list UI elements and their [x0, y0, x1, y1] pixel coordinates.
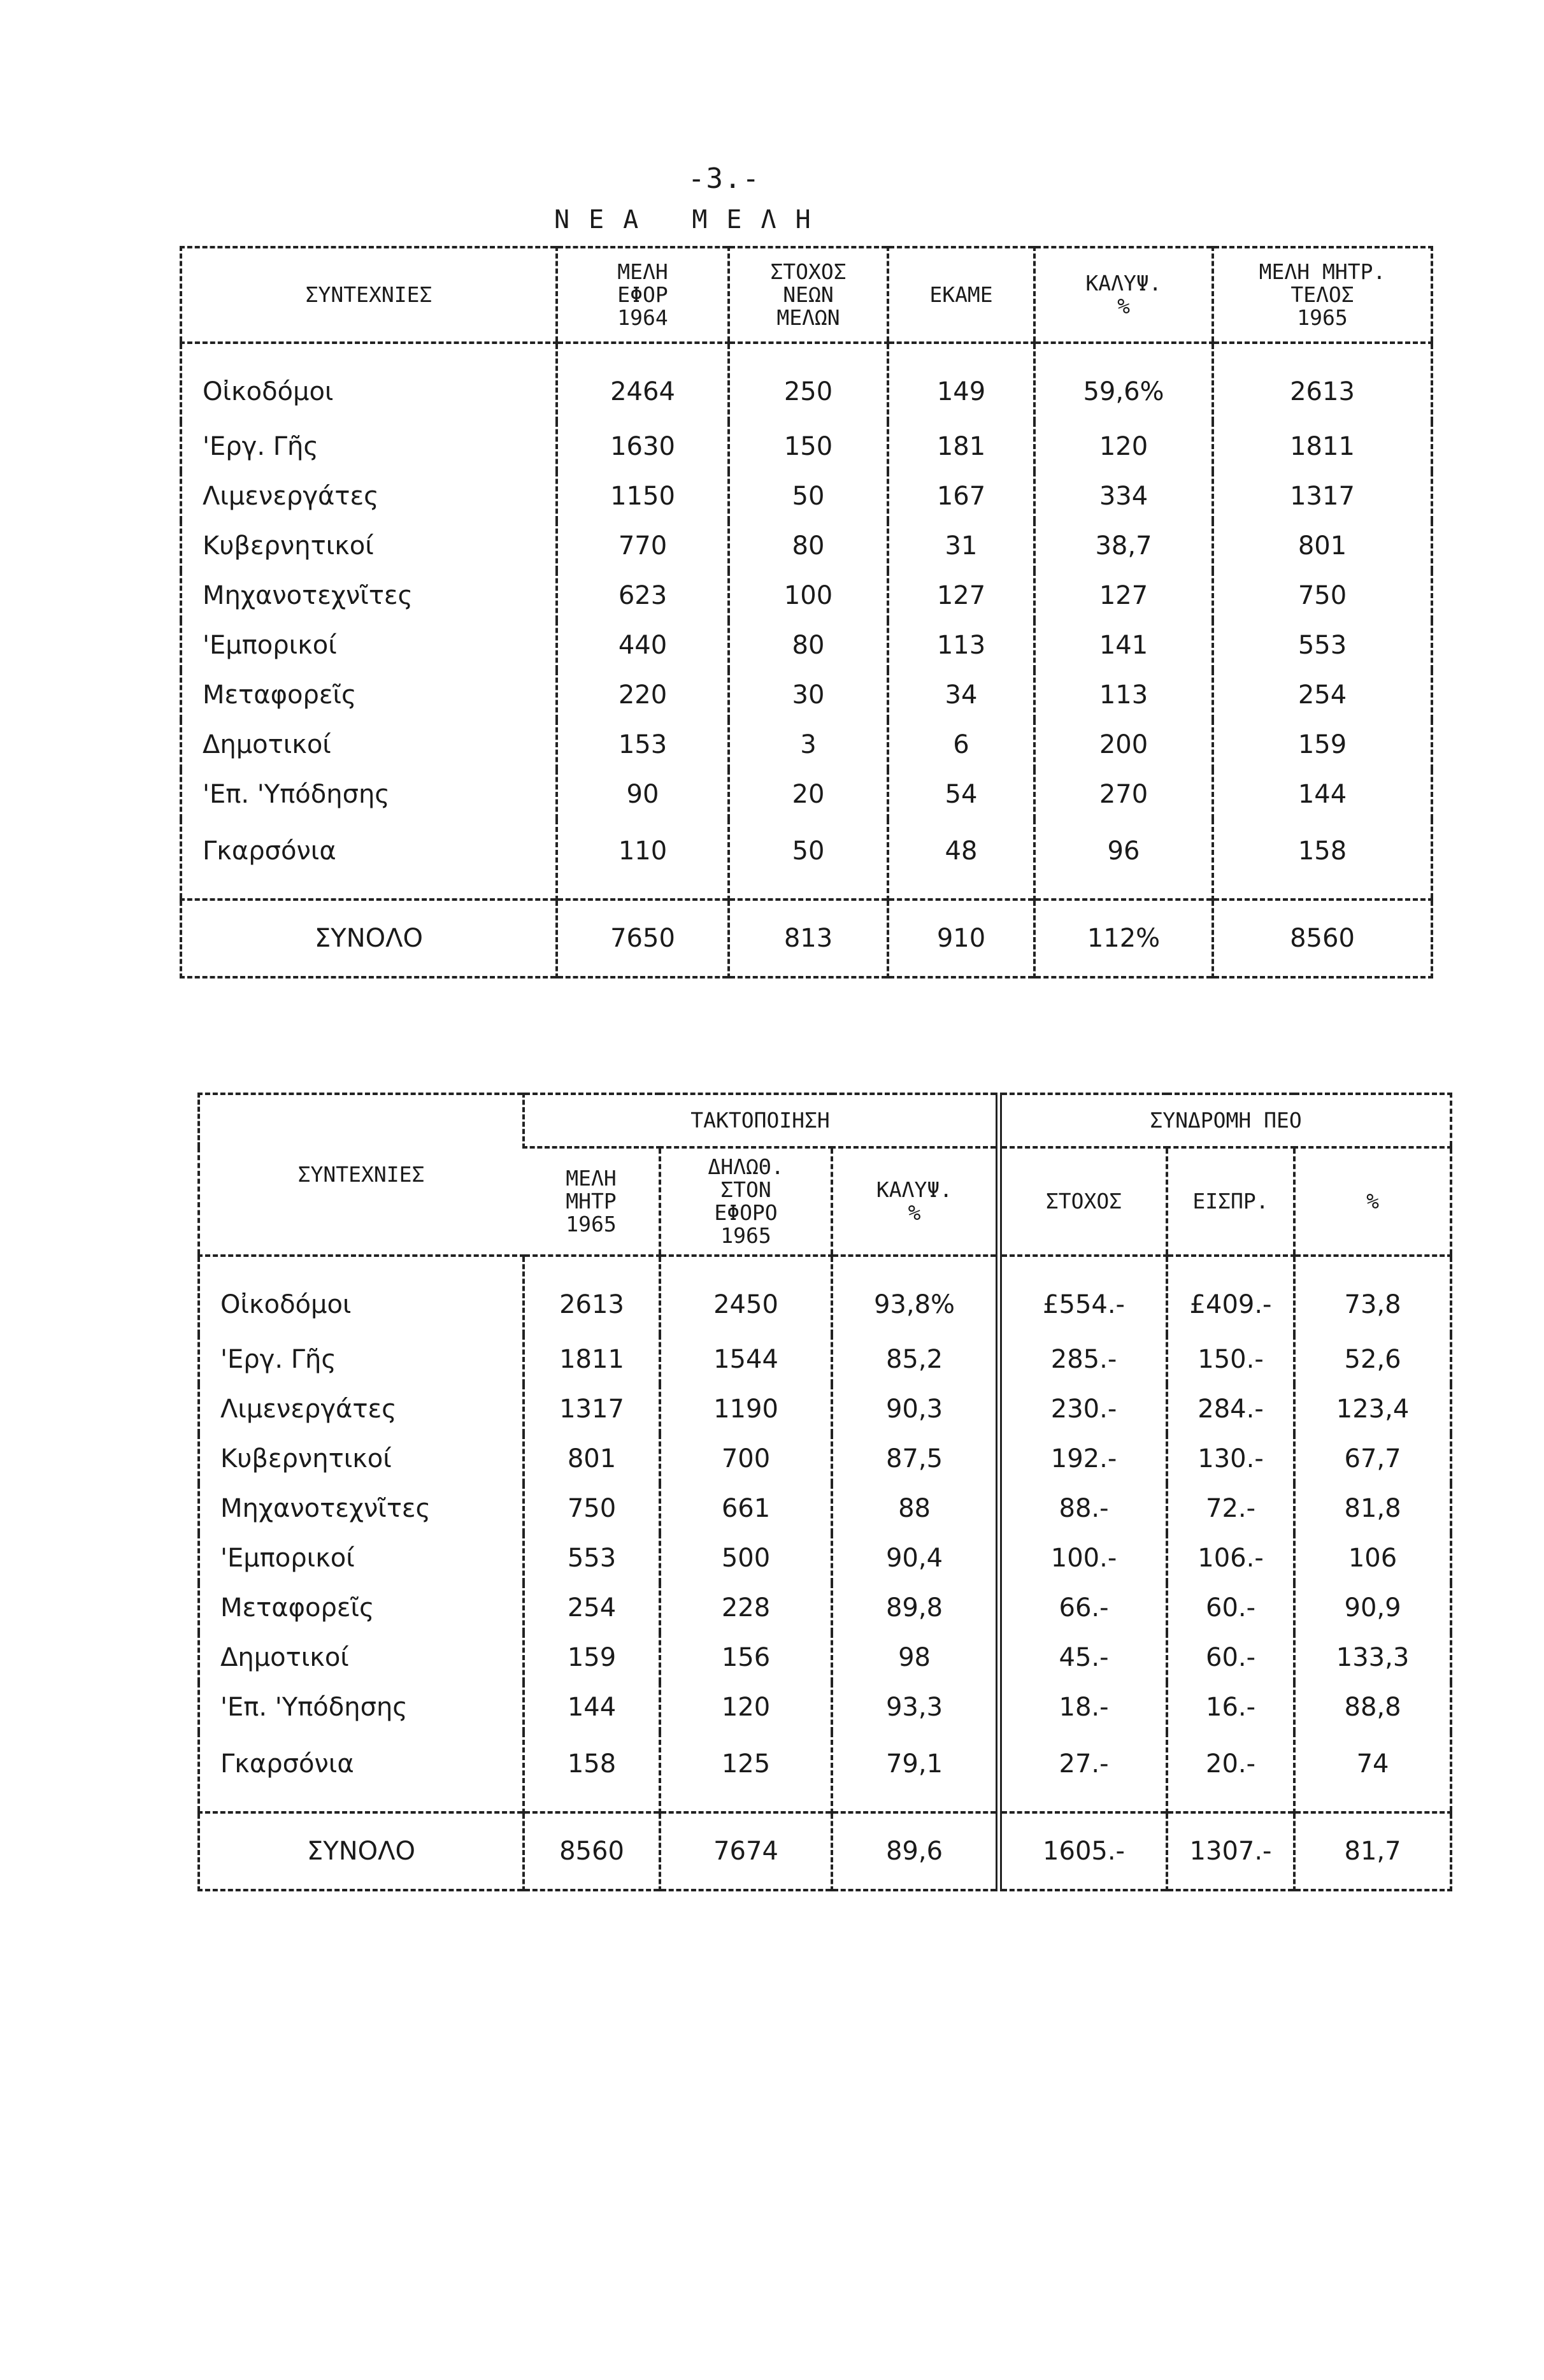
table-cell: Οἰκοδόμοι [220, 1290, 352, 1319]
table-cell: Μεταφορεῖς [220, 1593, 375, 1623]
table-cell: 112% [1034, 900, 1213, 977]
table-cell: 553 [1213, 620, 1432, 670]
table-cell: 80 [729, 521, 888, 571]
table-cell: 'Εμπορικοί [203, 631, 337, 660]
table-cell: 144 [524, 1682, 660, 1732]
column-header: ΕΚΑΜΕ [888, 247, 1034, 343]
group-header: ΤΑΚΤΟΠΟΙΗΣΗ [524, 1094, 999, 1147]
table-cell: 1605.- [999, 1812, 1167, 1890]
table-cell: Οἰκοδόμοι [203, 377, 334, 406]
table-cell: 54 [888, 770, 1034, 819]
column-header: ΣΤΟΧΟΣ ΝΕΩΝ ΜΕΛΩΝ [729, 247, 888, 343]
table-cell: 250 [729, 343, 888, 422]
table-cell: 110 [557, 819, 729, 900]
table-cell: 100 [729, 571, 888, 620]
table-cell: 2464 [557, 343, 729, 422]
table-cell: 90,3 [832, 1384, 999, 1434]
table-cell: 553 [524, 1533, 660, 1583]
table-cell: 50 [729, 819, 888, 900]
table-cell: 1307.- [1167, 1812, 1294, 1890]
table-cell: 100.- [999, 1533, 1167, 1583]
table-row [181, 670, 1432, 720]
table-cell: 270 [1034, 770, 1213, 819]
table-cell: 700 [660, 1434, 832, 1484]
table-cell: 141 [1034, 620, 1213, 670]
table-cell: 158 [1213, 819, 1432, 900]
table-row [181, 620, 1432, 670]
table-cell: 623 [557, 571, 729, 620]
table-cell: 89,8 [832, 1583, 999, 1633]
table-cell: 127 [888, 571, 1034, 620]
table-cell: 'Εμπορικοί [220, 1544, 355, 1573]
table-cell: 'Επ. 'Υπόδησης [203, 780, 390, 809]
column-header: ΣΥΝΤΕΧΝΙΕΣ [181, 247, 557, 343]
table-cell: 127 [1034, 571, 1213, 620]
table-cell: 93,8% [832, 1256, 999, 1335]
table-row [199, 1583, 1451, 1633]
table-cell: 8560 [524, 1812, 660, 1890]
table-cell: 158 [524, 1732, 660, 1812]
table-cell: 60.- [1167, 1583, 1294, 1633]
table-cell: 1811 [524, 1335, 660, 1384]
table-header-row [181, 247, 1432, 343]
table-cell: 125 [660, 1732, 832, 1812]
table-cell: 38,7 [1034, 521, 1213, 571]
section-title: ΝΕΑ ΜΕΛΗ [554, 205, 830, 234]
table-row [181, 571, 1432, 620]
table-cell: 66.- [999, 1583, 1167, 1633]
table-cell: Δημοτικοί [203, 730, 331, 759]
table-cell: 254 [1213, 670, 1432, 720]
table-cell: 90 [557, 770, 729, 819]
table-cell: 120 [660, 1682, 832, 1732]
table-cell: 144 [1213, 770, 1432, 819]
table-cell: 285.- [999, 1335, 1167, 1384]
table-row [181, 343, 1432, 422]
column-header: ΔΗΛΩΘ. ΣΤΟΝ ΕΦΟΡΟ 1965 [660, 1147, 832, 1256]
table-cell: 801 [524, 1434, 660, 1484]
table-cell: 500 [660, 1533, 832, 1583]
table-cell: 81,8 [1294, 1484, 1451, 1533]
table-cell: 1544 [660, 1335, 832, 1384]
table-cell: 60.- [1167, 1633, 1294, 1682]
table-cell: 3 [729, 720, 888, 770]
table-cell: Κυβερνητικοί [220, 1444, 392, 1473]
table-cell: 106.- [1167, 1533, 1294, 1583]
column-header: ΜΕΛΗ ΜΗΤΡ 1965 [524, 1147, 660, 1256]
table-row [199, 1732, 1451, 1812]
table-cell: 'Επ. 'Υπόδησης [220, 1693, 408, 1722]
table-row [181, 720, 1432, 770]
table-cell: ΣΥΝΟΛΟ [199, 1812, 524, 1890]
table-cell: 7650 [557, 900, 729, 977]
table-cell: 18.- [999, 1682, 1167, 1732]
table-cell: £554.- [999, 1256, 1167, 1335]
table-cell: 31 [888, 521, 1034, 571]
table-cell: 59,6% [1034, 343, 1213, 422]
table-cell: Μηχανοτεχνῖτες [203, 581, 413, 610]
table-cell: 88.- [999, 1484, 1167, 1533]
table-cell: 20 [729, 770, 888, 819]
table-cell: 7674 [660, 1812, 832, 1890]
table-cell: 90,4 [832, 1533, 999, 1583]
table-cell: 1630 [557, 422, 729, 471]
table-cell: 'Εργ. Γῆς [203, 432, 318, 461]
table-cell: 34 [888, 670, 1034, 720]
table-cell: 88 [832, 1484, 999, 1533]
table-cell: 96 [1034, 819, 1213, 900]
table-cell: 1150 [557, 471, 729, 521]
total-row [181, 900, 1432, 977]
table-cell: 2613 [524, 1256, 660, 1335]
table-cell: Γκαρσόνια [203, 836, 336, 866]
table-row [181, 471, 1432, 521]
table-cell: 120 [1034, 422, 1213, 471]
table-row [199, 1533, 1451, 1583]
table-row [199, 1384, 1451, 1434]
table-cell: Μηχανοτεχνῖτες [220, 1494, 431, 1523]
table-cell: 48 [888, 819, 1034, 900]
table-cell: 80 [729, 620, 888, 670]
table-cell: 52,6 [1294, 1335, 1451, 1384]
table-cell: £409.- [1167, 1256, 1294, 1335]
table-row [181, 521, 1432, 571]
table-cell: 30 [729, 670, 888, 720]
table-cell: 801 [1213, 521, 1432, 571]
table-cell: 89,6 [832, 1812, 999, 1890]
table-cell: 85,2 [832, 1335, 999, 1384]
table-cell: 150.- [1167, 1335, 1294, 1384]
table-cell: 123,4 [1294, 1384, 1451, 1434]
table-cell: 72.- [1167, 1484, 1294, 1533]
table-cell: 6 [888, 720, 1034, 770]
table-cell: 1811 [1213, 422, 1432, 471]
group-header: ΣΥΝΔΡΟΜΗ ΠΕΟ [999, 1094, 1451, 1147]
table-cell: 159 [524, 1633, 660, 1682]
table-row [199, 1335, 1451, 1384]
column-header: ΣΤΟΧΟΣ [999, 1147, 1167, 1256]
table-cell: 45.- [999, 1633, 1167, 1682]
table-cell: 'Εργ. Γῆς [220, 1345, 336, 1374]
table-cell: Λιμενεργάτες [220, 1394, 397, 1424]
table-row [199, 1633, 1451, 1682]
table-cell: 153 [557, 720, 729, 770]
table-cell: 88,8 [1294, 1682, 1451, 1732]
page-number: -3.- [688, 162, 761, 195]
table-cell: 228 [660, 1583, 832, 1633]
table-cell: 1190 [660, 1384, 832, 1434]
table-cell: 81,7 [1294, 1812, 1451, 1890]
column-header: ΜΕΛΗ ΕΦΟΡ 1964 [557, 247, 729, 343]
total-row [199, 1812, 1451, 1890]
table-cell: 2613 [1213, 343, 1432, 422]
table-cell: 440 [557, 620, 729, 670]
table-cell: 910 [888, 900, 1034, 977]
table-cell: 159 [1213, 720, 1432, 770]
column-header: ΚΑΛΥΨ. % [832, 1147, 999, 1256]
table-cell: 334 [1034, 471, 1213, 521]
table-cell: 113 [888, 620, 1034, 670]
table-cell: 20.- [1167, 1732, 1294, 1812]
table-row [181, 819, 1432, 900]
table-cell: 167 [888, 471, 1034, 521]
table-row [199, 1434, 1451, 1484]
column-header: ΜΕΛΗ ΜΗΤΡ. ΤΕΛΟΣ 1965 [1213, 247, 1432, 343]
table-row [199, 1484, 1451, 1533]
table-cell: 130.- [1167, 1434, 1294, 1484]
table-row [199, 1682, 1451, 1732]
table-cell: 284.- [1167, 1384, 1294, 1434]
table-cell: 67,7 [1294, 1434, 1451, 1484]
table-row [181, 770, 1432, 819]
table-cell: 106 [1294, 1533, 1451, 1583]
table-header-row [199, 1094, 1451, 1147]
registration-subscription-table [197, 1093, 1452, 1891]
table-cell: 200 [1034, 720, 1213, 770]
table-cell: Γκαρσόνια [220, 1749, 354, 1779]
table-cell: 254 [524, 1583, 660, 1633]
table-cell: Δημοτικοί [220, 1643, 349, 1672]
table-cell: Κυβερνητικοί [203, 531, 374, 561]
table-cell: 2450 [660, 1256, 832, 1335]
table-cell: 750 [524, 1484, 660, 1533]
table-cell: 770 [557, 521, 729, 571]
table-cell: 149 [888, 343, 1034, 422]
table-cell: 79,1 [832, 1732, 999, 1812]
table-cell: 73,8 [1294, 1256, 1451, 1335]
table-row [199, 1256, 1451, 1335]
table-cell: 230.- [999, 1384, 1167, 1434]
column-header: ΣΥΝΤΕΧΝΙΕΣ [199, 1094, 524, 1256]
table-cell: ΣΥΝΟΛΟ [181, 900, 557, 977]
table-cell: 181 [888, 422, 1034, 471]
table-cell: 16.- [1167, 1682, 1294, 1732]
table-cell: 1317 [524, 1384, 660, 1434]
table-cell: 98 [832, 1633, 999, 1682]
table-cell: 750 [1213, 571, 1432, 620]
column-header: ΚΑΛΥΨ. % [1034, 247, 1213, 343]
table-cell: 90,9 [1294, 1583, 1451, 1633]
new-members-table [180, 246, 1433, 979]
table-cell: 8560 [1213, 900, 1432, 977]
table-cell: 150 [729, 422, 888, 471]
table-cell: Μεταφορεῖς [203, 680, 357, 710]
column-header: ΕΙΣΠΡ. [1167, 1147, 1294, 1256]
table-cell: 220 [557, 670, 729, 720]
table-cell: Λιμενεργάτες [203, 482, 379, 511]
table-cell: 87,5 [832, 1434, 999, 1484]
table-cell: 113 [1034, 670, 1213, 720]
table-cell: 133,3 [1294, 1633, 1451, 1682]
table-cell: 813 [729, 900, 888, 977]
table-row [181, 422, 1432, 471]
column-header: % [1294, 1147, 1451, 1256]
table-cell: 93,3 [832, 1682, 999, 1732]
table-cell: 661 [660, 1484, 832, 1533]
table-cell: 156 [660, 1633, 832, 1682]
table-cell: 27.- [999, 1732, 1167, 1812]
table-cell: 74 [1294, 1732, 1451, 1812]
table-cell: 1317 [1213, 471, 1432, 521]
table-cell: 192.- [999, 1434, 1167, 1484]
table-cell: 50 [729, 471, 888, 521]
